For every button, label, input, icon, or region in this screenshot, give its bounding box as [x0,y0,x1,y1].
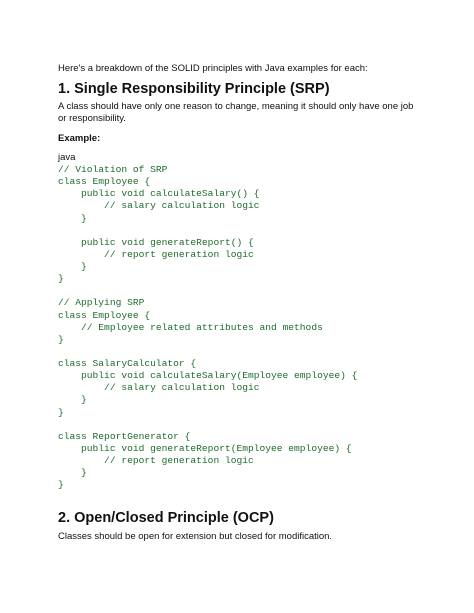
code-line: } [58,479,64,491]
code-line: class ReportGenerator { [58,430,191,442]
code-line: class Employee { [58,176,151,188]
example-label: Example: [58,133,101,144]
code-line: // Employee related attributes and methods [58,321,323,333]
section-heading-srp: 1. Single Responsibility Principle (SRP) [58,81,330,97]
code-line: public void generateReport() { [58,236,254,248]
code-line: } [58,406,64,418]
code-line: public void generateReport(Employee employee) { [58,442,352,454]
section-description-ocp: Classes should be open for extension but closed for modification. [58,531,333,542]
code-line: } [58,394,87,406]
code-line: class SalaryCalculator { [58,358,197,369]
code-language-label: java [58,152,76,163]
code-line: } [58,467,87,479]
code-line: // salary calculation logic [58,200,260,212]
code-line: // Violation of SRP [58,164,168,175]
code-line: // salary calculation logic [58,382,260,394]
code-line: // Applying SRP [58,297,145,309]
intro-text: Here's a breakdown of the SOLID principles with Java examples for each: [58,63,368,74]
code-line: // report generation logic [58,248,254,260]
code-line: } [58,261,87,272]
section-description-srp: A class should have only one reason to change, meaning it should only have one job or responsibility. [58,101,414,124]
section-heading-ocp: 2. Open/Closed Principle (OCP) [58,510,274,526]
code-line [58,225,357,237]
code-line: public void calculateSalary(Employee employee) { [58,370,358,382]
code-block-srp [58,164,357,491]
code-line: public void calculateSalary() { [58,188,260,200]
code-line: } [58,333,64,345]
code-line: } [58,273,64,285]
code-line [58,419,357,431]
code-line [58,285,357,297]
code-line: } [58,212,87,224]
code-line: class Employee { [58,309,151,321]
code-line [58,346,357,358]
code-line: // report generation logic [58,455,254,466]
